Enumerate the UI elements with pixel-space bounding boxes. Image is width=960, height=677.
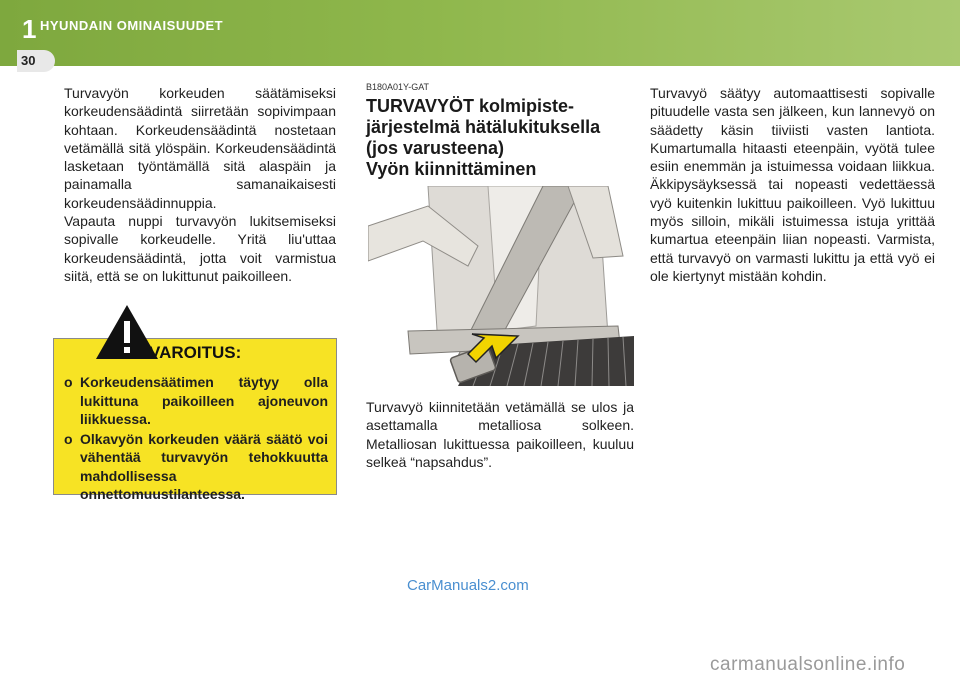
- right-paragraph: Turvavyö säätyy automaattisesti sopivalle pituudelle vasta sen jälkeen, kun lannevyö on säädetty käsin tiiviisti vasten lantiota. Kumartumalla hitaasti eteenpäin, vyötä tulee esiin enemmän ja istuimessa voidaan liikkua. Äkkipysäyksessä tai nopeasti vedettäessä vyö kuitenkin lukittuu paikoilleen. Vyö lukittuu myös silloin, mikäli istuimessa istuja yrittää kumartua eteenpäin liian nopeasti. Varmista, että turvavyö on varmasti lukittu ja että vyö ei ole kiertynyt mistään kohdin.: [650, 85, 935, 284]
- illustration-caption: Turvavyö kiinnitetään vetämällä se ulos ja asettamalla metalliosa solkeen. Metalliosan lukittuessa paikoilleen, kuuluu selkeä “napsahdus”.: [366, 399, 634, 470]
- carmanualsonline-watermark: carmanualsonline.info: [710, 654, 906, 675]
- carmanuals-watermark: CarManuals2.com: [407, 577, 529, 594]
- warning-text: Korkeudensäätimen täytyy olla lukittuna paikoilleen ajoneuvon liikkuessa.: [80, 374, 328, 427]
- section-heading: [366, 96, 636, 180]
- left-paragraph-1: Turvavyön korkeuden säätämiseksi korkeudensäädintä siirretään sopivimpaan kohtaan. Korkeudensäädintä nostetaan vetämällä sitä ylöspäin. Korkeudensäädintä lasketaan työntämällä sitä alaspäin ja painamalla samanaikaisesti korkeudensäädinnuppia.: [64, 85, 336, 211]
- chapter-header-band: [0, 0, 960, 66]
- warning-bullet: o: [64, 374, 73, 390]
- warning-item: [64, 373, 328, 429]
- seat-belt-buckle-illustration: [368, 186, 634, 386]
- right-column: [650, 84, 935, 285]
- section-code: B180A01Y-GAT: [366, 82, 430, 92]
- chapter-number: 1: [22, 14, 37, 44]
- chapter-title: HYUNDAIN OMINAISUUDET: [40, 18, 224, 33]
- left-paragraph-2: Vapauta nuppi turvavyön lukitsemiseksi sopivalle korkeudelle. Yritä liu'uttaa korkeudensäädintä, jotta voit varmistua siitä, että se on lukittunut paikoilleen.: [64, 213, 336, 284]
- warning-list: [64, 373, 328, 505]
- warning-item: [64, 430, 328, 504]
- heading-line: Vyön kiinnittäminen: [366, 159, 537, 179]
- left-column: [64, 84, 336, 285]
- heading-line: (jos varusteena): [366, 138, 505, 158]
- heading-line: järjestelmä hätälukituksella: [366, 117, 601, 137]
- page-number: 30: [17, 50, 55, 72]
- warning-bullet: o: [64, 430, 73, 447]
- warning-text: Olkavyön korkeuden väärä säätö voi vähentää turvavyön tehokkuutta mahdollisessa onnettomuustilanteessa.: [80, 430, 328, 502]
- warning-box: [53, 338, 337, 502]
- heading-line: TURVAVYÖT kolmipiste-: [366, 96, 575, 116]
- warning-title: VAROITUS:: [149, 343, 242, 362]
